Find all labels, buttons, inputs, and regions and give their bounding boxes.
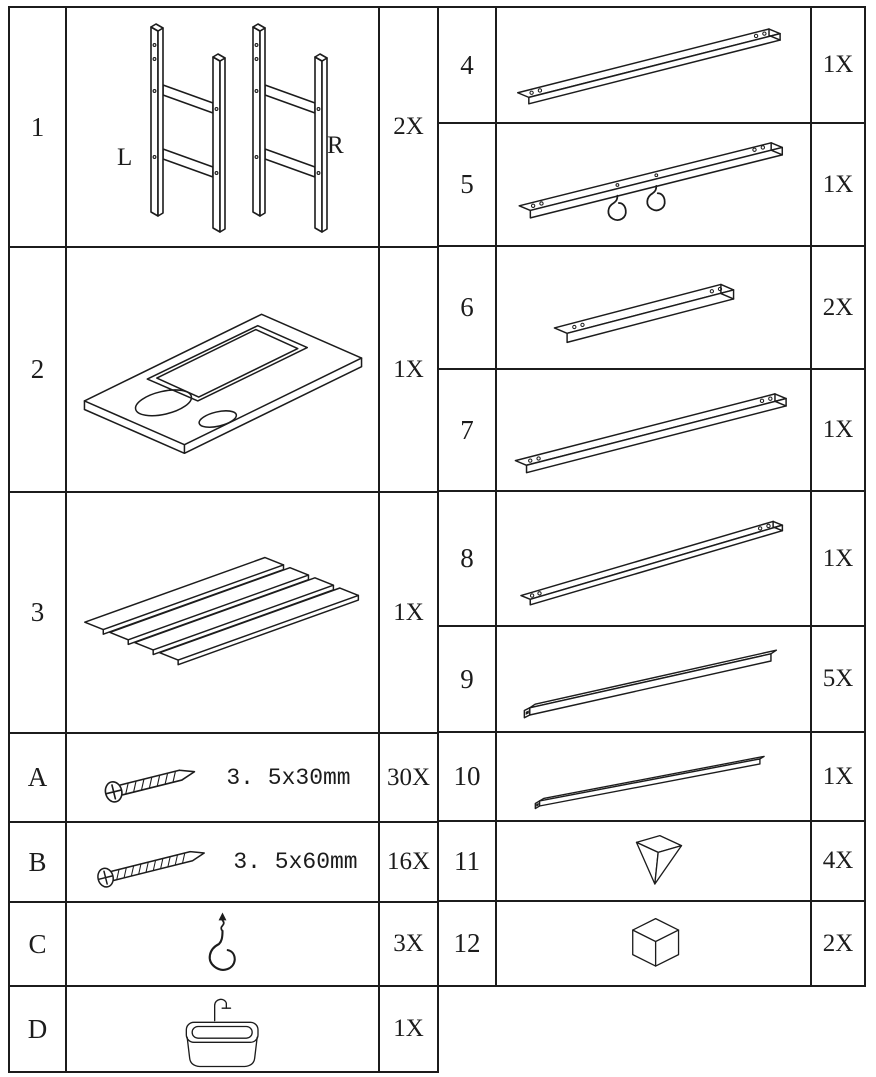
part-number-cell [10,987,67,1071]
part-number: 1 [30,111,45,142]
part-qty: 1X [393,355,424,383]
part-qty: 1X [393,1015,424,1042]
sink-basin-icon [176,989,270,1069]
part-4-image-cell [497,8,812,124]
part-number: 7 [460,414,474,445]
part-qty: 30X [386,763,431,791]
part-qty-cell [812,124,864,247]
narrow-board-icon [508,499,800,618]
part-number-cell [439,902,497,985]
part-qty: 4X [822,847,854,874]
part-number: C [28,928,47,959]
part-D-image-cell [67,987,380,1071]
part-5-image-cell [497,124,812,247]
part-number: 2 [30,354,45,384]
part-qty: 2X [822,929,854,957]
part-qty-cell [812,370,864,492]
part-qty-cell [380,987,437,1071]
part-9-image-cell [497,627,812,733]
part-number-cell [439,124,497,247]
part-number-cell [10,903,67,987]
long-plank-icon [508,17,800,114]
part-number-cell [10,8,67,248]
part-qty-cell [812,627,864,733]
part-number: 5 [460,169,474,199]
left-frame-label: L [117,144,133,171]
part-qty: 5X [822,665,854,692]
part-number-cell [439,733,497,822]
part-number: 4 [460,49,474,80]
part-qty: 2X [393,113,424,140]
part-qty-cell [812,822,864,902]
part-number-cell [439,370,497,492]
thin-square-bar-icon [521,737,786,817]
parts-table-left [8,6,439,1073]
part-qty-cell [380,823,437,903]
screw-size-label: 3. 5x30mm [226,764,351,791]
part-number: 8 [460,543,474,573]
part-6-image-cell [497,247,812,370]
part-8-image-cell [497,492,812,627]
screw-icon [94,743,214,812]
part-qty: 3X [393,930,424,957]
part-number: 9 [460,663,474,694]
part-number: 3 [30,597,45,627]
part-qty-cell [812,492,864,627]
part-qty: 16X [386,848,431,875]
square-bar-icon [511,634,796,724]
part-qty-cell [380,903,437,987]
part-qty-cell [812,247,864,370]
part-number: B [28,846,47,877]
part-number: 12 [453,928,481,958]
part-number: 10 [453,761,481,791]
part-number: 6 [460,292,474,322]
part-qty-cell [380,734,437,823]
corner-wedge-icon [608,829,700,894]
part-number: A [27,762,48,792]
right-frame-label: R [327,132,344,159]
part-10-image-cell [497,733,812,822]
plank-with-hooks-icon [508,128,800,241]
part-number-cell [439,247,497,370]
part-C-image-cell [67,903,380,987]
part-A-image-cell [67,734,380,823]
part-qty: 1X [822,762,854,790]
part-7-image-cell [497,370,812,492]
part-number-cell [10,734,67,823]
part-3-image-cell [67,493,380,734]
parts-table-right [439,6,866,987]
part-qty: 2X [822,293,854,321]
screw-icon [87,830,221,894]
part-qty-cell [380,248,437,493]
part-qty: 1X [822,544,854,572]
part-qty-cell [380,8,437,248]
part-number-cell [439,822,497,902]
part-qty: 1X [822,170,854,198]
part-qty-cell [812,8,864,124]
part-qty-cell [812,902,864,985]
part-12-image-cell [497,902,812,985]
part-B-image-cell [67,823,380,903]
leg-frames-icon [73,15,373,240]
part-11-image-cell [497,822,812,902]
part-1-image-cell [67,8,380,248]
part-qty: 1X [393,598,424,626]
part-number-cell [10,248,67,493]
part-number-cell [439,8,497,124]
part-number-cell [10,823,67,903]
block-icon [609,907,699,981]
part-number: 11 [454,845,480,876]
slatted-shelf-icon [70,513,375,712]
part-qty-cell [380,493,437,734]
short-board-icon [511,259,796,357]
part-qty-cell [812,733,864,822]
part-qty: 1X [822,416,854,443]
part-qty: 1X [822,51,854,78]
part-2-image-cell [67,248,380,493]
screw-size-label: 3. 5x60mm [233,849,358,875]
part-number-cell [439,627,497,733]
tabletop-panel-icon [73,260,373,479]
long-board-icon [508,377,800,484]
part-number-cell [439,492,497,627]
part-number-cell [10,493,67,734]
cup-hook-icon [198,909,247,979]
part-number: D [27,1013,48,1044]
